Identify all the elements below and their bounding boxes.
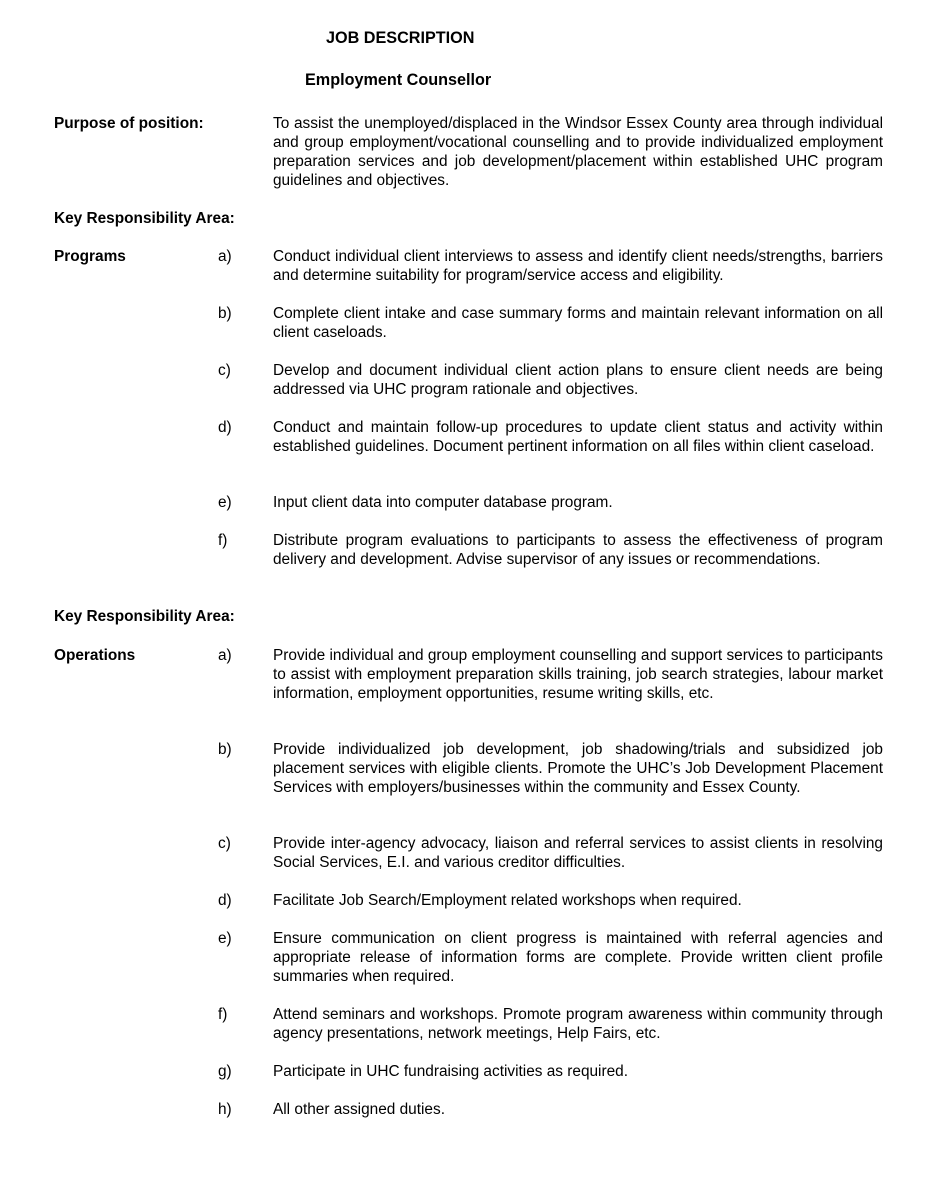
programs-item-letter: f) xyxy=(218,532,228,549)
key-area-label-programs: Key Responsibility Area: xyxy=(54,210,235,227)
operations-item-text: Provide individualized job development, job shadowing/trials and subsidized job placement services with eligible clients. Promote the UHC’s Job Development Placement Services with employers/businesses within the community and Essex County. xyxy=(273,741,883,796)
operations-item-text: Ensure communication on client progress is maintained with referral agencies and appropriate release of information forms are complete. Provide written client profile summaries when required. xyxy=(273,930,883,985)
operations-item-letter: b) xyxy=(218,741,232,758)
position-title: Employment Counsellor xyxy=(305,71,492,89)
programs-item-letter: d) xyxy=(218,419,232,436)
operations-item-text: Provide inter-agency advocacy, liaison and referral services to assist clients in resolving Social Services, E.I. and various creditor difficulties. xyxy=(273,835,883,871)
operations-item-letter: g) xyxy=(218,1063,232,1080)
programs-item-letter: c) xyxy=(218,362,231,379)
operations-item-text: Participate in UHC fundraising activities as required. xyxy=(273,1063,628,1080)
programs-item-text: Conduct and maintain follow-up procedures to update client status and activity within established guidelines. Document pertinent information on all files within client caseload. xyxy=(273,419,883,455)
programs-item-text: Complete client intake and case summary forms and maintain relevant information on all client caseloads. xyxy=(273,305,883,341)
operations-item-text: Facilitate Job Search/Employment related workshops when required. xyxy=(273,892,742,909)
programs-item-letter: a) xyxy=(218,248,232,265)
operations-item-text: Attend seminars and workshops. Promote program awareness within community through agency presentations, network meetings, Help Fairs, etc. xyxy=(273,1006,883,1042)
programs-item-text: Input client data into computer database program. xyxy=(273,494,613,511)
operations-item-letter: h) xyxy=(218,1101,232,1118)
purpose-label: Purpose of position: xyxy=(54,115,204,132)
document-title: JOB DESCRIPTION xyxy=(326,29,475,47)
operations-item-letter: a) xyxy=(218,647,232,664)
operations-item-letter: e) xyxy=(218,930,232,947)
operations-item-text: Provide individual and group employment counselling and support services to participants to assist with employment preparation skills training, job search strategies, labour market information, employment opportunities, resume writing skills, etc. xyxy=(273,647,883,702)
programs-item-text: Develop and document individual client action plans to ensure client needs are being addressed via UHC program rationale and objectives. xyxy=(273,362,883,398)
operations-item-text: All other assigned duties. xyxy=(273,1101,445,1118)
programs-item-text: Conduct individual client interviews to assess and identify client needs/strengths, barriers and determine suitability for program/service access and eligibility. xyxy=(273,248,883,284)
programs-label: Programs xyxy=(54,248,126,265)
programs-item-letter: e) xyxy=(218,494,232,511)
key-area-label-operations: Key Responsibility Area: xyxy=(54,608,235,625)
programs-item-text: Distribute program evaluations to participants to assess the effectiveness of program delivery and development. Advise supervisor of any issues or recommendations. xyxy=(273,532,883,568)
purpose-text: To assist the unemployed/displaced in the Windsor Essex County area through individual and group employment/vocational counselling and to provide individualized employment preparation services and job development/placement within established UHC program guidelines and objectives. xyxy=(273,115,883,189)
operations-item-letter: f) xyxy=(218,1006,228,1023)
programs-item-letter: b) xyxy=(218,305,232,322)
operations-item-letter: d) xyxy=(218,892,232,909)
operations-label: Operations xyxy=(54,647,136,664)
operations-item-letter: c) xyxy=(218,835,231,852)
